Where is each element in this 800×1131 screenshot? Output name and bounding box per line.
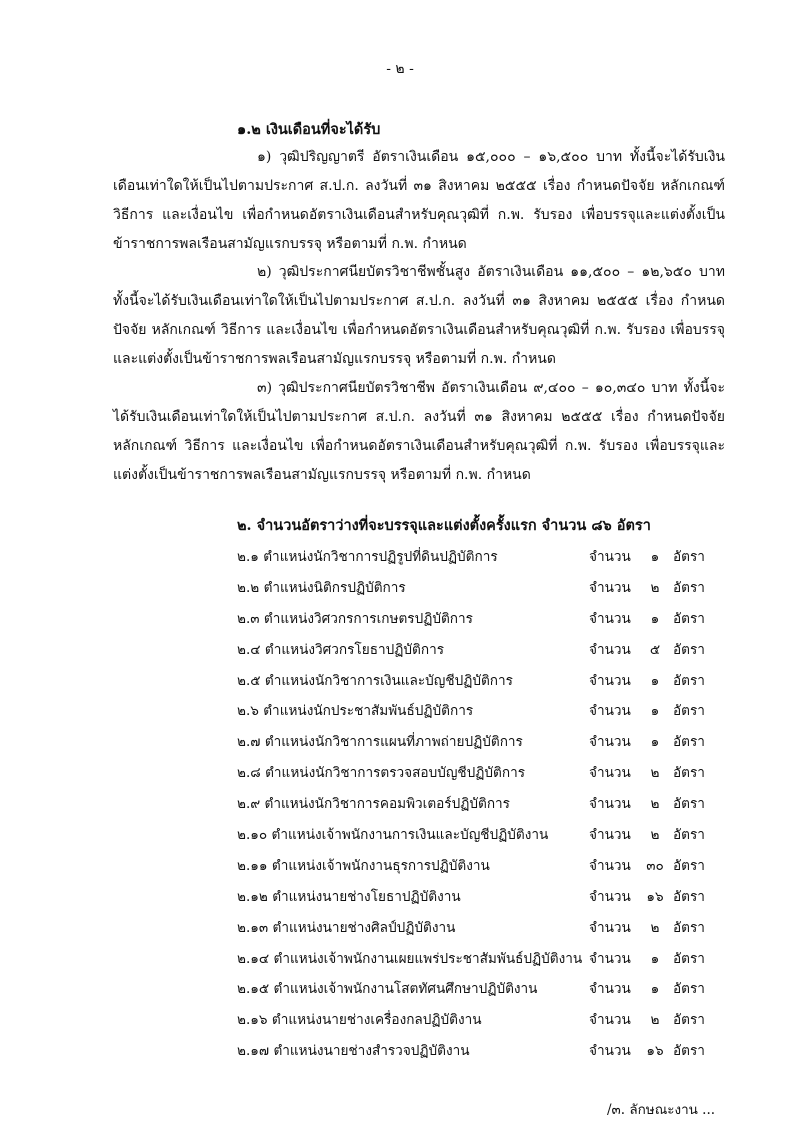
count-label: จำนวน: [589, 1012, 631, 1029]
unit-label: อัตรา: [673, 703, 705, 720]
unit-label: อัตรา: [673, 1043, 705, 1060]
count-label: จำนวน: [589, 857, 631, 874]
unit-label: อัตรา: [673, 919, 705, 936]
unit-label: อัตรา: [673, 857, 705, 874]
position-name: ๒.๑๖ ตำแหน่งนายช่างเครื่องกลปฏิบัติงาน: [237, 1012, 482, 1029]
position-name: ๒.๙ ตำแหน่งนักวิชาการคอมพิวเตอร์ปฏิบัติการ: [237, 796, 510, 813]
position-count: ๑: [650, 672, 660, 689]
unit-label: อัตรา: [673, 950, 705, 967]
section-heading-salary: ๑.๒ เงินเดือนที่จะได้รับ: [237, 121, 381, 138]
position-name: ๒.๗ ตำแหน่งนักวิชาการแผนที่ภาพถ่ายปฏิบัติการ: [237, 734, 523, 751]
count-label: จำนวน: [589, 703, 631, 720]
position-row: [237, 912, 717, 943]
count-label: จำนวน: [589, 888, 631, 905]
position-row: [237, 850, 717, 881]
salary-paragraph-bachelor: [113, 143, 725, 259]
count-label: จำนวน: [589, 765, 631, 782]
position-row: [237, 819, 717, 850]
position-name: ๒.๕ ตำแหน่งนักวิชาการเงินและบัญชีปฏิบัติการ: [237, 672, 513, 689]
position-count: ๒: [650, 765, 660, 782]
position-row: [237, 634, 717, 665]
position-count: ๕: [649, 641, 661, 658]
unit-label: อัตรา: [673, 579, 705, 596]
count-label: จำนวน: [589, 796, 631, 813]
position-name: ๒.๖ ตำแหน่งนักประชาสัมพันธ์ปฏิบัติการ: [237, 703, 474, 720]
position-row: [237, 603, 717, 634]
count-label: จำนวน: [589, 610, 631, 627]
position-count: ๒: [650, 919, 660, 936]
position-row: [237, 541, 717, 572]
position-count: ๑: [650, 950, 660, 967]
section-heading-vacancies: ๒. จำนวนอัตราว่างที่จะบรรจุและแต่งตั้งครั้งแรก จำนวน ๘๖ อัตรา: [237, 517, 651, 534]
count-label: จำนวน: [589, 549, 631, 565]
position-count: ๑: [650, 703, 660, 720]
position-count: ๑๖: [646, 1043, 664, 1060]
unit-label: อัตรา: [673, 1012, 705, 1029]
unit-label: อัตรา: [673, 796, 705, 813]
position-name: ๒.๑๗ ตำแหน่งนายช่างสำรวจปฏิบัติงาน: [237, 1043, 470, 1060]
position-name: ๒.๑๒ ตำแหน่งนายช่างโยธาปฏิบัติงาน: [237, 888, 461, 905]
unit-label: อัตรา: [673, 641, 705, 658]
position-row: [237, 695, 717, 726]
unit-label: อัตรา: [673, 610, 705, 627]
position-count: ๑๖: [646, 888, 664, 905]
position-row: [237, 1004, 717, 1035]
position-name: ๒.๓ ตำแหน่งวิศวกรการเกษตรปฏิบัติการ: [237, 610, 473, 627]
position-name: ๒.๑๕ ตำแหน่งเจ้าพนักงานโสตทัศนศึกษาปฏิบัติงาน: [237, 981, 538, 998]
position-name: ๒.๑๓ ตำแหน่งนายช่างศิลป์ปฏิบัติงาน: [237, 919, 456, 936]
count-label: จำนวน: [589, 579, 631, 596]
count-label: จำนวน: [589, 672, 631, 689]
position-count: ๒: [650, 827, 660, 844]
salary-paragraph-text: ๒) วุฒิประกาศนียบัตรวิชาชีพชั้นสูง อัตราเงินเดือน ๑๑,๕๐๐ – ๑๒,๖๕๐ บาท ทั้งนี้จะได้รับเงินเดือนเท่าใดให้เป็นไปตามประกาศ ส.ป.ก. ลงวันที่ ๓๑ สิงหาคม ๒๕๕๕ เรื่อง กำหนดปัจจัย หลักเกณฑ์ วิธีการ และเงื่อนไข เพื่อกำหนดอัตราเงินเดือนสำหรับคุณวุฒิที่ ก.พ. รับรอง เพื่อบรรจุและแต่งตั้งเป็นข้าราชการพลเรือนสามัญแรกบรรจุ หรือตามที่ ก.พ. กำหนด: [113, 264, 725, 367]
count-label: จำนวน: [589, 1043, 631, 1060]
position-count: ๒: [650, 796, 660, 813]
position-count: ๑: [650, 981, 660, 998]
continuation-note: /๓. ลักษณะงาน ...: [607, 1102, 716, 1118]
count-label: จำนวน: [589, 734, 631, 751]
position-row: [237, 726, 717, 757]
page-number: - ๒ -: [386, 61, 414, 77]
position-row: [237, 788, 717, 819]
salary-paragraph-vocational: [113, 374, 725, 490]
salary-paragraph-high-vocational: [113, 258, 725, 374]
count-label: จำนวน: [589, 981, 631, 998]
position-row: [237, 943, 717, 974]
salary-paragraph-text: ๓) วุฒิประกาศนียบัตรวิชาชีพ อัตราเงินเดือน ๙,๔๐๐ – ๑๐,๓๔๐ บาท ทั้งนี้จะได้รับเงินเดือนเท่าใดให้เป็นไปตามประกาศ ส.ป.ก. ลงวันที่ ๓๑ สิงหาคม ๒๕๕๕ เรื่อง กำหนดปัจจัย หลักเกณฑ์ วิธีการ และเงื่อนไข เพื่อกำหนดอัตราเงินเดือนสำหรับคุณวุฒิที่ ก.พ. รับรอง เพื่อบรรจุและแต่งตั้งเป็นข้าราชการพลเรือนสามัญแรกบรรจุ หรือตามที่ ก.พ. กำหนด: [113, 380, 726, 483]
position-count: ๑: [650, 549, 660, 565]
position-name: ๒.๒ ตำแหน่งนิติกรปฏิบัติการ: [237, 579, 406, 596]
position-count: ๒: [650, 1012, 660, 1029]
salary-paragraph-text: ๑) วุฒิปริญญาตรี อัตราเงินเดือน ๑๕,๐๐๐ – ๑๖,๕๐๐ บาท ทั้งนี้จะได้รับเงินเดือนเท่าใดให้เป็นไปตามประกาศ ส.ป.ก. ลงวันที่ ๓๑ สิงหาคม ๒๕๕๕ เรื่อง กำหนดปัจจัย หลักเกณฑ์ วิธีการ และเงื่อนไข เพื่อกำหนดอัตราเงินเดือนสำหรับคุณวุฒิที่ ก.พ. รับรอง เพื่อบรรจุและแต่งตั้งเป็นข้าราชการพลเรือนสามัญแรกบรรจุ หรือตามที่ ก.พ. กำหนด: [113, 149, 725, 252]
position-row: [237, 973, 717, 1004]
unit-label: อัตรา: [673, 672, 705, 689]
position-name: ๒.๑ ตำแหน่งนักวิชาการปฏิรูปที่ดินปฏิบัติการ: [237, 549, 498, 565]
positions-list: [237, 541, 717, 1066]
count-label: จำนวน: [589, 641, 631, 658]
position-name: ๒.๑๑ ตำแหน่งเจ้าพนักงานธุรการปฏิบัติงาน: [237, 857, 490, 874]
unit-label: อัตรา: [673, 765, 705, 782]
position-row: [237, 1035, 717, 1066]
count-label: จำนวน: [589, 919, 631, 936]
position-row: [237, 572, 717, 603]
position-name: ๒.๔ ตำแหน่งวิศวกรโยธาปฏิบัติการ: [237, 641, 445, 658]
position-count: ๑: [650, 734, 660, 751]
position-name: ๒.๑๔ ตำแหน่งเจ้าพนักงานเผยแพร่ประชาสัมพันธ์ปฏิบัติงาน: [237, 950, 583, 967]
position-name: ๒.๘ ตำแหน่งนักวิชาการตรวจสอบบัญชีปฏิบัติการ: [237, 765, 526, 782]
unit-label: อัตรา: [673, 827, 705, 844]
unit-label: อัตรา: [673, 549, 705, 565]
position-count: ๑: [650, 610, 660, 627]
position-name: ๒.๑๐ ตำแหน่งเจ้าพนักงานการเงินและบัญชีปฏิบัติงาน: [237, 827, 549, 844]
position-row: [237, 881, 717, 912]
count-label: จำนวน: [589, 950, 631, 967]
count-label: จำนวน: [589, 827, 631, 844]
position-row: [237, 757, 717, 788]
position-count: ๒: [650, 579, 660, 596]
unit-label: อัตรา: [673, 981, 705, 998]
unit-label: อัตรา: [673, 734, 705, 751]
unit-label: อัตรา: [673, 888, 705, 905]
position-row: [237, 665, 717, 696]
position-count: ๓๐: [646, 857, 664, 874]
